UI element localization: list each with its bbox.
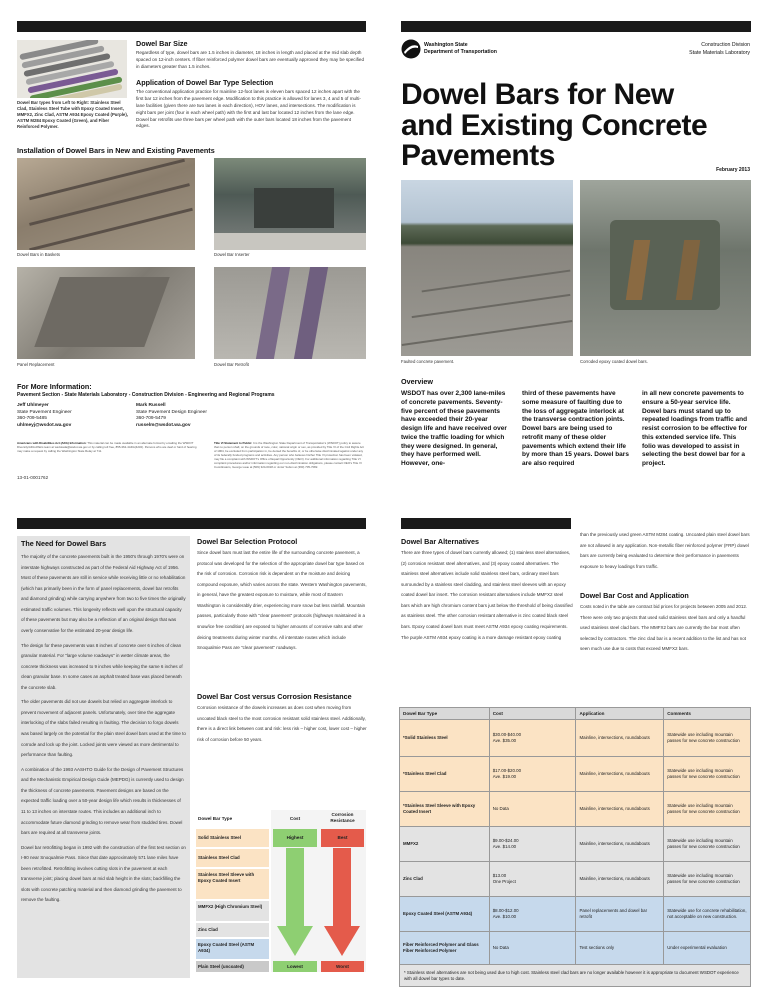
- title-vi-statement: Title VI Statement to Public: It is the Washington State Department of Transportation's (WSDOT) policy to assure that no person shall, on the grounds of race, color, national origin or sex, as provided by Title VI of the Civil Rights Act of 1964, be excluded from participation in, be denied the benefits of, or be otherwise discriminated against under any of its federally funded programs and activities. Any person who believes his/her Title VI protection has been violated, may file a complaint with WSDOT's Office of Equal Opportunity (OEO). For additional information regarding Title VI complaint procedures and/or information regarding our non-discrimination obligations, please contact OEO's Title VI Coordinators, George Laue at (509) 324-6018 or Jonté' Sulton at (360) 705-7082.: [214, 441, 364, 469]
- publication-date: February 2013: [716, 167, 750, 173]
- selection-heading: Dowel Bar Selection Protocol: [197, 537, 298, 546]
- bottom-bar-left: [17, 518, 366, 529]
- th-application: Application: [576, 708, 664, 720]
- contact-1: Jeff Uhlmeyer State Pavement Engineer 360-709-5485 uhlmeyj@wsdot.wa.gov: [17, 403, 72, 429]
- table-footnote-row: [400, 965, 751, 987]
- cost-vs-corrosion-chart: [196, 810, 366, 972]
- chart-header-type: Dowel Bar Type: [198, 816, 233, 821]
- baskets-photo: [17, 158, 195, 250]
- table-footnote: * Stainless steel alternatives are not being used due to high cost. Stainless steel clad bars are no longer available however it is appropriate to document WSDOT experience with all dowel bar types to date.: [400, 965, 751, 987]
- alternatives-heading: Dowel Bar Alternatives: [401, 537, 480, 546]
- selection-text: Since dowel bars must last the entire life of the surrounding concrete pavement, a protocol was developed for the selection of the appropriate dowel bar type based on the risk of corrosion. Corrosion risk is dependent on the moisture and deicing compound exposure, which varies across the state. Western Washington pavements, in general, have the greatest exposure to moisture, while most of Eastern Washington is considerably drier, experiencing more snow but less rainfall. Mountain passes, particularly those with "clear pavement" protocols (highways maintained in a snow/ice free condition) are exposed to higher amounts of corrosive salts and other deicing treatments during winter months. All interstate routes which include Snoqualmie Pass are "clear pavement" roadways.: [197, 550, 367, 651]
- overview-col-1: WSDOT has over 2,300 lane-miles of concrete pavements. Seventy-five percent of these pavements have exceeded their 20-year design life and have received over twice the traffic loading for which they were designed. In general, they have performed well. However, one-: [401, 390, 507, 468]
- dowel-cost-table: [399, 707, 751, 987]
- chart-type-mmfx2: MMFX2 (High Chromium Steel): [196, 901, 269, 921]
- alternatives-text-cont: than the previously used green ASTM M284 coating. Uncoated plain steel dowel bars are not allowed in any application. Non-metallic fiber reinforced polymer (FRP) dowel bars are currently being evaluated to determine their performance in pavements exposure to heavy loadings from traffic.: [580, 532, 750, 569]
- overview-col-2: third of these pavements have some measure of faulting due to the loss of aggregate interlock at the transverse contraction joints. Dowel bars are being used to retrofit many of these older pavements which extend their life by more than 15 years. Dowel bars are also required: [522, 390, 629, 468]
- cost-arrow-icon: [273, 848, 317, 958]
- th-cost: Cost: [489, 708, 576, 720]
- dowel-types-caption: Dowel Bar types from Left to Right: Stainless Steel Clad, Stainless Steel Tube with Epoxy Coated Insert, MMFX2, Zinc Clad, ASTM A934 Epoxy Coated (Purple), ASTM M284 Epoxy Coated (Green), and Fiber Reinforced Polymer.: [17, 100, 128, 130]
- document-number: 13-01-0001762: [17, 475, 49, 480]
- chart-type-plain-steel: Plain Steel (uncoated): [196, 961, 269, 972]
- baskets-caption: Dowel Bars in Baskets: [17, 252, 60, 257]
- division-name: Construction Division State Materials Laboratory: [689, 42, 750, 56]
- cost-application-heading: Dowel Bar Cost and Application: [580, 591, 689, 600]
- chart-resist-worst: Worst: [321, 961, 364, 972]
- chart-resist-best: Best: [321, 829, 364, 847]
- more-info-sub: Pavement Section - State Materials Laboratory - Construction Division - Engineering and Regional Programs: [17, 392, 275, 398]
- need-p4: A combination of the 1993 AASHTO Guide for the Design of Pavement Structures and the Mechanistic Empirical Design Guide (MEPDG) is currently used to design the thickness of concrete pavements. Pavement designs are based on the expected traffic loading over a 50-year design life which results in thicknesses of 11 to 13 inches on interstate routes. This includes an additional inch to accommodate future diamond grinding to remove wear from studded tires. Dowel bars are required at all transverse joints.: [21, 766, 184, 836]
- chart-type-epoxy: Epoxy Coated Steel (ASTM A934): [196, 939, 269, 959]
- application-text: The conventional application practice for mainline 12-foot lanes is eleven bars spaced 12 inches apart with the first bar 12 inches from the pavement edge. Modification to this practice is allowed for lanes 3, 4 and 5 of multi-lane facilities (given there are two lanes in each direction), HOV lanes, and intersections. The modification is eight bars per joint (four in each wheel path) with the first and last bar located 12 inches from the lane edge. Dowel bar retrofits use three bars per wheel path with the outer bars located 18 inches from the pavement edges.: [136, 89, 361, 129]
- inserter-caption: Dowel Bar Inserter: [214, 252, 250, 257]
- th-comments: Comments: [664, 708, 751, 720]
- dowel-bars-photo: [17, 40, 127, 98]
- alternatives-text: There are three types of dowel bars currently allowed; (1) stainless steel alternatives, (2) corrosion resistant steel alternatives, and (3) epoxy coated alternatives. The stainless steel alternatives include solid stainless steel bars, ordinary steel bars surrounded by a stainless steel cladding, and stainless steel sleeves with an epoxy coated dowel bar insert. The corrosion resistant alternatives include MMFX2 steel bars which are high chromium content bars just below the threshold of being classified as stainless steel. The other corrosion resistant alternative is zinc coated black steel bars. Epoxy coated dowel bars must meet ASTM A934 epoxy coating requirements. The purple ASTM A934 epoxy coating is a more damage resistant epoxy coating: [401, 550, 573, 640]
- table-row: *Stainless Steel Sleeve with Epoxy Coated Insert No Data Mainline, intersections, roundabouts Statewide use including mountain passes for new concrete construction: [400, 792, 751, 827]
- top-bar-left: [17, 21, 366, 32]
- chart-cost-lowest: Lowest: [273, 961, 317, 972]
- need-section: [17, 536, 190, 978]
- need-p2: The design for these pavements was 8 inches of concrete over 6 inches of clean granular material. For "large volume roadways" in wetter climate areas, the concrete thickness was increased to 9 inches while keeping the same 6 inches of clean granular base. In some cases an asphalt treated base was placed beneath the concrete slab.: [21, 642, 183, 690]
- ada-statement: Americans with Disabilities Act (ADA) Information: This material can be made available in an alternate format by emailing the WSDOT Diversity/ADA Affairs team at wsdotada@wsdot.wa.gov or by calling toll free, 855-362-4ADA(4232). Persons who are deaf or hard of hearing may make a request by calling the Washington State Relay at 711.: [17, 441, 197, 453]
- faulted-caption: Faulted concrete pavement.: [401, 359, 455, 364]
- inserter-photo: [214, 158, 366, 250]
- corroded-caption: Corroded epoxy coated dowel bars.: [580, 359, 648, 364]
- wsdot-logo-icon: [401, 39, 421, 59]
- chart-type-stainless-clad: Stainless Steel Clad: [196, 849, 269, 867]
- need-heading: The Need for Dowel Bars: [21, 539, 107, 548]
- table-row: Epoxy Coated Steel (ASTM A934) $8.00-$12.00 Ave. $10.00 Panel replacements and dowel bar retrofit Statewide use for concrete rehabilitation, not acceptable on new construction.: [400, 897, 751, 932]
- cost-application-text: Costs noted in the table are contract bid prices for projects between 2005 and 2012. There were only two projects that used solid stainless steel bars and only a handful used stainless steel clad bars. The MMFX2 bars are currently the bar most often selected by contractors. The zinc clad bar is a recent addition to the list and has not seen much use due to costs that exceed MMFX2 bars.: [580, 604, 748, 652]
- application-heading: Application of Dowel Bar Type Selection: [136, 78, 274, 87]
- overview-col-3: in all new concrete pavements to ensure a 50-year service life. Dowel bars must stand up to repeated loadings from traffic and resist corrosion to be effective for this extended service life. This folio was developed to assist in selecting the best dowel bar for a project.: [642, 390, 748, 468]
- bottom-bar-right: [401, 518, 571, 529]
- chart-type-zinc-clad: Zinc Clad: [196, 923, 269, 937]
- chart-type-solid-stainless: Solid Stainless Steel: [196, 829, 269, 847]
- faulted-pavement-photo: [401, 180, 573, 356]
- contact-2: Mark Russell State Pavement Design Engineer 360-709-5479 russelm@wsdot.wa.gov: [136, 403, 207, 429]
- table-row: Fiber Reinforced Polymer and Glass Fiber Reinforced Polymer No Data Test sections only Under experimental evaluation: [400, 932, 751, 965]
- chart-header-cost: Cost: [289, 816, 301, 821]
- th-type: Dowel Bar Type: [400, 708, 490, 720]
- table-row: Zinc Clad $13.00 One Project Mainline, intersections, roundabouts Statewide use including mountain passes for new concrete construction: [400, 862, 751, 897]
- installation-heading: Installation of Dowel Bars in New and Existing Pavements: [17, 146, 215, 155]
- chart-type-stainless-sleeve: Stainless Steel Sleeve with Epoxy Coated Insert: [196, 869, 269, 899]
- table-row: MMFX2 $9.00-$24.00 Ave. $14.00 Mainline, intersections, roundabouts Statewide use including mountain passes for new concrete construction: [400, 827, 751, 862]
- panel-photo: [17, 267, 195, 359]
- overview-heading: Overview: [401, 377, 433, 386]
- need-p3: The older pavements did not use dowels but relied on aggregate interlock to prevent movement of adjacent panels. Unfortunately, over time the aggregate interlocking of the slabs failed resulting in faulting. The decision to forgo dowels was based largely on the potential for the plain steel dowel bars used at the time to corrode and lock up the joint. Locked joints were viewed as more detrimental to performance than faulting.: [21, 699, 186, 758]
- cost-resistance-heading: Dowel Bar Cost versus Corrosion Resistance: [197, 692, 352, 701]
- cover-title: Dowel Bars for New and Existing Concrete Pavements: [401, 78, 708, 173]
- table-row: *Stainless Steel Clad $17.00-$20.00 Ave. $19.00 Mainline, intersections, roundabouts Statewide use including mountain passes for new concrete construction: [400, 757, 751, 792]
- chart-header-resistance: Corrosion Resistance: [330, 812, 355, 823]
- retrofit-caption: Dowel Bar Retrofit: [214, 362, 249, 367]
- table-header-row: [400, 708, 751, 720]
- resistance-arrow-icon: [321, 848, 364, 958]
- need-p5: Dowel bar retrofitting began in 1992 with the construction of the first test section on I-90 near Snoqualmie Pass. Since that date approximately 571 lane miles have been retrofitted. Retrofitting involves cutting slots in the pavement at each transverse joint; placing dowel bars at mid slab height in the slots; backfilling the slots with concrete patching material and then diamond grinding the pavement to remove the faulting.: [21, 844, 186, 903]
- table-row: *Solid Stainless Steel $30.00-$40.00 Ave. $35.00 Mainline, intersections, roundabouts Statewide use including mountain passes for new concrete construction: [400, 720, 751, 757]
- cost-resistance-text: Corrosion resistance of the dowels increases as does cost when moving from uncoated black steel to the most corrosion resistant solid stainless steel. Additionally, there is a direct link between cost and risk: less risk – higher cost, lower cost – higher risk of corrosion before 50 years.: [197, 705, 367, 742]
- chart-cost-highest: Highest: [273, 829, 317, 847]
- dowel-bar-size-text: Regardless of type, dowel bars are 1.5 inches in diameter, 18 inches in length and placed at the mid slab depth spaced on 12-inch centers. If fiber reinforced polymer dowel bars are eventually approved they may be specified in diameters greater than 1.5 inches.: [136, 50, 365, 69]
- more-info-heading: For More Information:: [17, 382, 92, 391]
- panel-caption: Panel Replacement: [17, 362, 55, 367]
- top-bar-right: [401, 21, 751, 32]
- dowel-bar-size-heading: Dowel Bar Size: [136, 39, 188, 48]
- need-p1: The majority of the concrete pavements built in the 1950's through 1970's were on interstate highways constructed as part of the Federal Aid Highway Act of 1956. Most of these pavements are still in service while receiving little or no rehabilitation (which has primarily been in the form of panel replacements, dowel bar retrofits and diamond grinding) while carrying anywhere from two to five times the originally estimated traffic volumes. This longevity reflects well upon the structural capacity of these pavements but may also be a reflection of an original design that was overly conservative for the estimated 20-year design life.: [21, 554, 186, 633]
- corroded-dowels-photo: [580, 180, 751, 356]
- agency-name: Washington State Department of Transportation: [424, 42, 497, 56]
- retrofit-photo: [214, 267, 366, 359]
